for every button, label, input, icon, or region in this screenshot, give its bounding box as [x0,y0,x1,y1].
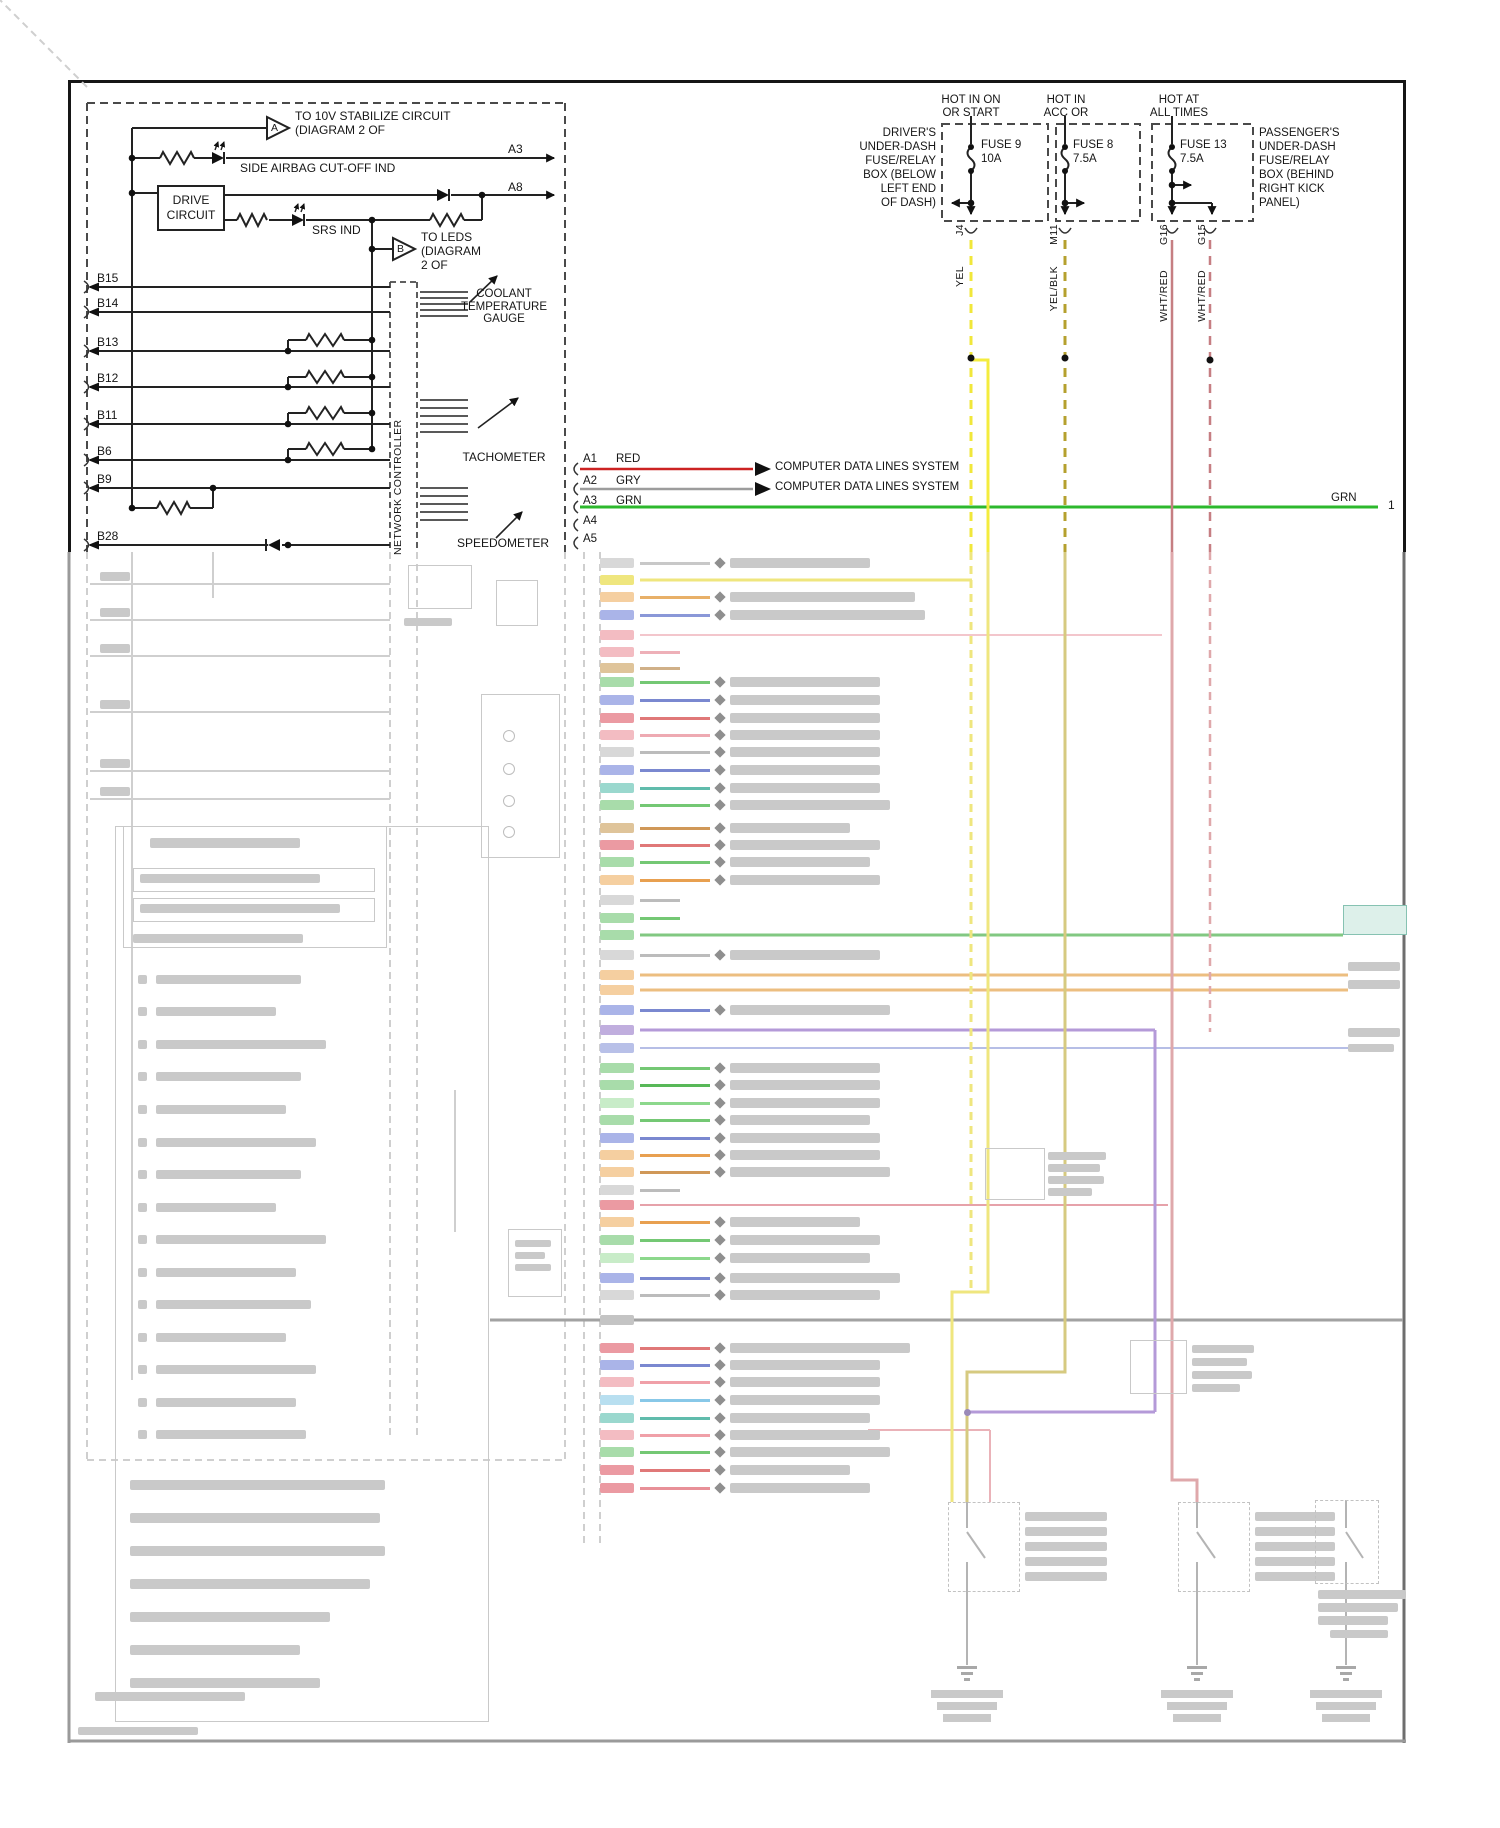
ghost-element [600,558,634,568]
ghost-element [931,1690,1003,1698]
ghost-element [600,1098,634,1108]
passenger-line5: RIGHT KICK [1259,183,1325,195]
ghost-element [1048,1152,1106,1160]
ghost-element [730,1447,890,1457]
hdr2-line2: ACC OR [1043,107,1089,120]
pin-a4-label: A4 [583,515,598,527]
ghost-element [964,1409,971,1416]
tachometer-label: TACHOMETER [462,450,546,464]
ghost-element [730,1167,890,1177]
ghost-element [640,1239,710,1242]
ghost-element [600,1005,634,1015]
ghost-element [600,730,634,740]
ghost-element [600,1150,634,1160]
fuse9-rating: 10A [981,153,1002,165]
ghost-element [481,694,560,858]
ghost-element [1178,1502,1250,1592]
ghost-element [600,663,634,673]
network-controller-label: NETWORK CONTROLLER [392,419,404,555]
pin-a3b-label: A3 [583,495,598,507]
drive-circuit-line2: CIRCUIT [166,208,216,222]
passenger-fusebox-label [1259,126,1369,210]
ghost-element [600,985,634,995]
connector-j4-label: J4 [954,224,966,236]
ghost-element [503,826,515,838]
ghost-element [600,1395,634,1405]
ghost-element [730,713,880,723]
ghost-element [640,1451,710,1454]
ghost-element [730,1377,880,1387]
ghost-element [1310,1690,1382,1698]
ghost-element [508,1229,562,1297]
hdr1-line2: OR START [942,107,1000,120]
ghost-element [730,1080,880,1090]
ghost-element [115,826,489,1722]
ghost-element [1192,1345,1254,1353]
ghost-element [600,840,634,850]
ghost-element [600,677,634,687]
ghost-element [1348,980,1400,989]
passenger-line4: BOX (BEHIND [1259,169,1334,181]
ghost-element [1025,1572,1107,1581]
ghost-element [640,1084,710,1087]
driver-line1: DRIVER'S [882,127,936,139]
ghost-element [964,1678,970,1681]
coolant-line2: TEMPERATURE [460,300,548,313]
ghost-element [503,730,515,742]
speedometer-label: SPEEDOMETER [456,536,549,550]
ghost-element [600,1447,634,1457]
driver-line5: LEFT END [880,183,936,195]
driver-line4: BOX (BELOW [863,169,936,181]
ghost-element [600,1343,634,1353]
hdr2-line1: HOT IN [1046,94,1086,106]
ghost-element [600,1290,634,1300]
ghost-element [600,800,634,810]
ghost-element [1330,1630,1388,1638]
ghost-element [640,614,710,617]
ghost-element [600,647,634,657]
ghost-element [640,1137,710,1140]
hdr3-line2: ALL TIMES [1149,107,1209,120]
pin-b9-label: B9 [97,472,112,486]
ghost-element [503,795,515,807]
ghost-element [730,1133,880,1143]
ghost-element [600,875,634,885]
ghost-element [640,1347,710,1350]
ghost-element [600,1377,634,1387]
ghost-element [600,1465,634,1475]
ghost-element [600,1413,634,1423]
ghost-element [640,1399,710,1402]
grn-wire-label: GRN [1331,492,1357,504]
ghost-element [600,1133,634,1143]
diode-a8-icon [437,189,449,201]
ghost-element [640,827,710,830]
ghost-element [1048,1164,1100,1172]
ghost-element [600,1253,634,1263]
to-leds-line1: TO LEDS [421,230,473,244]
connector-g16-label: G16 [1158,224,1170,246]
hdr1-line1: HOT IN ON [941,94,1001,106]
ghost-element [943,1714,991,1722]
ghost-element [600,630,634,640]
ghost-element [640,1221,710,1224]
ghost-element [600,1273,634,1283]
arrow-a1 [755,462,771,476]
ghost-element [640,681,710,684]
ghost-element [730,610,925,620]
ghost-element [600,1043,634,1053]
ghost-element [600,747,634,757]
pin-b13-label: B13 [97,335,119,349]
fuse8-rating: 7.5A [1073,153,1097,165]
ghost-element [1348,962,1400,971]
ghost-element [1130,1340,1187,1394]
ghost-element [100,608,130,617]
ghost-element [600,592,634,602]
ghost-element [1161,1690,1233,1698]
ghost-element [961,1672,973,1675]
ghost-element [640,1009,710,1012]
pin-b14-label: B14 [97,296,119,310]
ghost-element [730,1150,880,1160]
ghost-element [730,1483,870,1493]
ghost-element [640,717,710,720]
wire-yel-branch [971,360,988,552]
diode-b28-icon [266,539,280,551]
passenger-line1: PASSENGER'S [1259,127,1340,139]
ghost-element [1192,1384,1240,1392]
ghost-element [640,954,710,957]
ghost-element [78,1727,198,1735]
to-leds-line2: (DIAGRAM [421,244,481,258]
ghost-element [730,783,880,793]
ghost-element [100,572,130,581]
ghost-element [133,898,375,922]
ghost-element [640,1294,710,1297]
ghost-element [600,930,634,940]
ghost-element [1025,1557,1107,1566]
arrow-a2 [755,482,771,496]
ghost-element [1318,1616,1388,1625]
ghost-element [640,1487,710,1490]
ghost-element [600,950,634,960]
ghost-element [730,558,870,568]
ghost-element [640,699,710,702]
drive-circuit-label [158,186,224,230]
ghost-element [640,651,680,654]
ghost-element [1194,1678,1200,1681]
fuse9-name: FUSE 9 [981,139,1022,151]
ghost-element [600,1025,634,1035]
ghost-element [1343,1678,1349,1681]
ghost-element [640,1257,710,1260]
ghost-element [1348,1028,1400,1037]
ghost-element [730,730,880,740]
wire-color-yel: YEL [954,266,966,288]
ghost-element [640,734,710,737]
pin-b15-label: B15 [97,271,119,285]
ghost-element [730,1430,880,1440]
ghost-element [640,1102,710,1105]
ghost-element [1048,1188,1092,1196]
ghost-element [730,840,880,850]
header-hot-in-on [930,94,1012,121]
passenger-line3: FUSE/RELAY [1259,155,1330,167]
ghost-element [600,783,634,793]
ghost-element [1336,1666,1356,1669]
a-pin-sockets [574,463,578,549]
ghost-element [600,713,634,723]
ghost-element [1340,1672,1352,1675]
ghost-line [0,0,87,1460]
grn-ref-number: 1 [1388,498,1395,512]
ghost-element [985,1148,1045,1200]
ghost-element [1192,1371,1252,1379]
ghost-element [600,695,634,705]
ghost-element [408,565,472,609]
pin-b11-label: B11 [97,408,118,422]
speedometer-icon [420,488,522,538]
ghost-element [600,1430,634,1440]
pin-a8-label: A8 [508,180,523,194]
ghost-element [640,1381,710,1384]
ghost-element [730,950,880,960]
stabilize-label-line2: (DIAGRAM 2 OF [295,123,386,137]
ghost-element [600,1063,634,1073]
stabilize-label-line1: TO 10V STABILIZE CIRCUIT [295,109,451,123]
ghost-element [640,804,710,807]
drive-circuit-line1: DRIVE [172,193,210,207]
ghost-element [640,861,710,864]
ghost-element [1348,1044,1394,1052]
ghost-element [1318,1603,1398,1612]
wire-a3-color: GRN [616,495,642,507]
ghost-element [600,1235,634,1245]
ghost-element [730,1098,880,1108]
connector-sockets [965,228,1216,233]
ghost-element [1187,1666,1207,1669]
ghost-element [600,1115,634,1125]
ghost-element [640,1119,710,1122]
ghost-element [100,759,130,768]
ghost-element [640,1277,710,1280]
driver-line2: UNDER-DASH [859,141,936,153]
ghost-element [600,895,634,905]
pin-a1-label: A1 [583,453,598,465]
ghost-element [496,580,538,626]
ghost-element [600,823,634,833]
ghost-element [730,1005,890,1015]
to-leds-line3: 2 OF [421,258,448,272]
ghost-element [600,857,634,867]
driver-line6: OF DASH) [881,197,936,209]
ghost-element [503,763,515,775]
ghost-element [100,644,130,653]
ghost-element [133,868,375,892]
ghost-element [1025,1512,1107,1521]
ghost-element [730,1360,880,1370]
coolant-line1: COOLANT [476,288,532,300]
ghost-element [640,1469,710,1472]
ghost-element [730,747,880,757]
wire-color-whtred-2: WHT/RED [1196,270,1208,322]
ghost-element [1025,1527,1107,1536]
triangle-a-letter: A [271,122,279,134]
coolant-gauge-label [448,288,560,326]
ghost-element [730,1063,880,1073]
ghost-element [600,1315,634,1325]
wire-a1-color: RED [616,453,641,465]
connector-m11-label: M11 [1048,224,1060,245]
ghost-line [0,0,87,87]
pin-b6-label: B6 [97,444,112,458]
ghost-element [1191,1672,1203,1675]
ghost-element [640,1434,710,1437]
ghost-element [730,800,890,810]
ghost-element [730,823,850,833]
ghost-element [730,1235,880,1245]
ghost-element [100,700,130,709]
ghost-element [600,1080,634,1090]
ghost-element [730,1115,870,1125]
ghost-element [600,913,634,923]
ghost-element [1316,1702,1376,1710]
pin-a3-label: A3 [508,142,523,156]
side-airbag-label: SIDE AIRBAG CUT-OFF IND [240,161,396,175]
coolant-line3: GAUGE [483,313,525,325]
ghost-element [640,1067,710,1070]
ghost-element [730,1465,850,1475]
header-hot-in-acc [1025,94,1107,121]
ghost-element [730,1290,880,1300]
pin-b12-label: B12 [97,371,119,385]
connector-g15-label: G15 [1196,224,1208,246]
ghost-element [640,899,680,902]
ghost-element [730,1253,870,1263]
ghost-element [730,1395,880,1405]
ghost-element [600,1360,634,1370]
pin-a5-label: A5 [583,533,598,545]
ghost-element [948,1502,1020,1592]
ghost-element [600,1217,634,1227]
dest-computer-data-1: COMPUTER DATA LINES SYSTEM [775,461,960,473]
ghost-element [640,844,710,847]
ghost-element [640,1154,710,1157]
ghost-element [640,1417,710,1420]
dest-computer-data-2: COMPUTER DATA LINES SYSTEM [775,481,960,493]
wire-color-yelblk: YEL/BLK [1048,266,1060,312]
wire-color-whtred-1: WHT/RED [1158,270,1170,322]
ghost-element [937,1702,997,1710]
driver-fusebox-label [840,126,936,210]
ghost-element [640,1171,710,1174]
ghost-element [600,575,634,585]
ghost-element [730,1273,900,1283]
ghost-element [730,695,880,705]
ghost-element [640,917,680,920]
ghost-element [600,1200,634,1210]
fuse8-name: FUSE 8 [1073,139,1114,151]
driver-line3: FUSE/RELAY [865,155,936,167]
pin-a2-label: A2 [583,475,598,487]
ghost-element [730,857,870,867]
fuse13-name: FUSE 13 [1180,139,1227,151]
led-srs-icon [292,204,304,226]
ghost-element [640,879,710,882]
ghost-element [640,769,710,772]
hdr3-line1: HOT AT [1158,94,1200,106]
ghost-element [600,765,634,775]
ghost-element [730,592,915,602]
ghost-element [600,1483,634,1493]
ghost-element [730,1343,910,1353]
ghost-element [404,618,452,626]
passenger-line2: UNDER-DASH [1259,141,1336,153]
wire-a2-color: GRY [616,475,641,487]
tachometer-icon [420,398,518,432]
ghost-element [640,1189,680,1192]
pin-b28-label: B28 [97,529,119,543]
ghost-element [1167,1702,1227,1710]
ghost-element [1322,1714,1370,1722]
srs-ind-label: SRS IND [312,223,361,237]
ghost-element [1343,905,1407,935]
ghost-element [640,751,710,754]
ghost-element [1318,1590,1406,1599]
ghost-element [730,765,880,775]
ghost-element [640,667,680,670]
triangle-b-letter: B [397,243,405,255]
header-hot-at-all-times [1137,94,1221,121]
ghost-element [600,1185,634,1195]
ghost-element [600,610,634,620]
ghost-element [640,596,710,599]
ghost-element [1315,1500,1379,1584]
ghost-element [640,1364,710,1367]
led-side-airbag-icon [212,142,224,164]
ghost-element [100,787,130,796]
ghost-element [600,1167,634,1177]
ghost-element [640,562,710,565]
ghost-element [1173,1714,1221,1722]
fuse13-rating: 7.5A [1180,153,1204,165]
ghost-element [957,1666,977,1669]
ghost-element [730,677,880,687]
ghost-element [1025,1542,1107,1551]
passenger-line6: PANEL) [1259,197,1300,209]
ghost-wire [967,552,1065,1502]
ghost-element [730,1217,860,1227]
ghost-element [640,787,710,790]
ghost-element [730,1413,870,1423]
ghost-element [730,875,880,885]
ghost-element [1192,1358,1247,1366]
ghost-element [1048,1176,1104,1184]
ghost-element [600,970,634,980]
